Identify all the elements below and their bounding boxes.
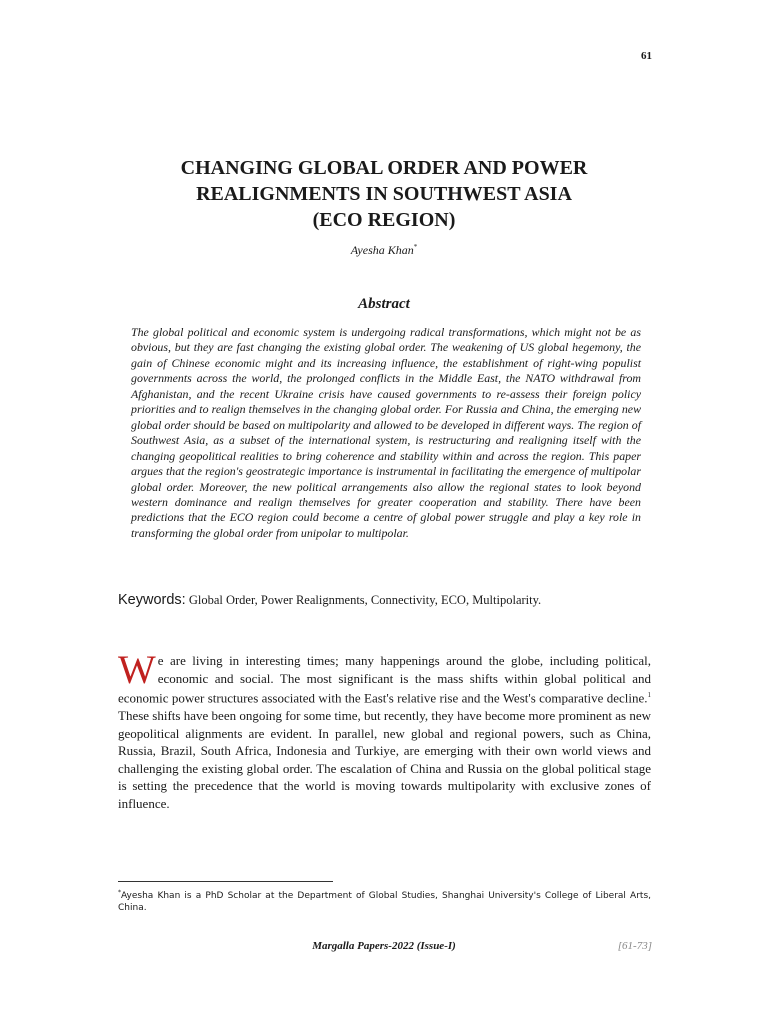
footnote-mark: * [118,889,121,896]
body-text-part1: e are living in interesting times; many happenings around the globe, including political, economic and social. The most significant is the mass shifts within global political and economic power structures associated with the East's relative rise and the West's comparative decline. [118,653,651,706]
title-line: REALIGNMENTS IN SOUTHWEST ASIA [196,183,572,205]
footnote-divider [118,881,333,882]
title-line: (ECO REGION) [312,209,456,231]
body-text-part2: These shifts have been ongoing for some time, but recently, they have become more prominent as new geopolitical alignments are evident. In parallel, new global and regional powers, such as China, Russia, Brazil, South Africa, Indonesia and Turkiye, are emerging with their own world views and challenging the existing global order. The escalation of China and Russia on the global political stage is setting the precedence that the world is moving towards multipolarity with exclusive zones of influence. [118,708,651,812]
footnote-reference: 1 [647,691,651,700]
page-number: 61 [641,50,652,62]
page-range: [61-73] [617,940,652,952]
footnote [118,887,651,914]
title-line: CHANGING GLOBAL ORDER AND POWER [180,157,588,179]
keywords-line [118,592,658,608]
author-footnote-mark: * [413,243,418,251]
abstract-heading: Abstract [358,296,410,312]
abstract-text: The global political and economic system is undergoing radical transformations, which might not be as obvious, but they are fast changing the existing global order. The weakening of US global hegemony, the gain of Chinese economic might and its increasing influence, the establishment of right-wing populist governments across the world, the prolonged conflicts in the Middle East, the NATO withdrawal from Afghanistan, and the recent Ukraine crisis have caused governments to re-assess their foreign policy priorities and to realign themselves in the changing global order. For Russia and China, the emerging new global order should be based on multipolarity and allowed to be developed in different ways. The region of Southwest Asia, as a subset of the international system, is restructuring and realigning itself with the changing geopolitical realities to bring coherence and stability within and across the region. This paper argues that the region's geostrategic importance is instrumental in facilitating the emergence of multipolar global order. Moreover, the new political arrangements also allow the regional states to look beyond western dominance and realign themselves for greater cooperation and stability. There have been predictions that the ECO region could become a centre of global power struggle and play a key role in transforming the global order from unipolar to multipolar. [131,325,641,540]
keywords-label: Keywords: [118,592,186,608]
author-text: Ayesha Khan [350,243,414,257]
journal-footer: Margalla Papers-2022 (Issue-I) [312,940,456,952]
dropcap-letter: W [118,647,156,692]
article-title [118,155,650,233]
keywords-text: Global Order, Power Realignments, Connectivity, ECO, Multipolarity. [188,593,542,607]
body-paragraph [118,647,651,813]
author-name [118,243,650,258]
footnote-text: Ayesha Khan is a PhD Scholar at the Department of Global Studies, Shanghai University's College of Liberal Arts, China. [118,891,651,913]
